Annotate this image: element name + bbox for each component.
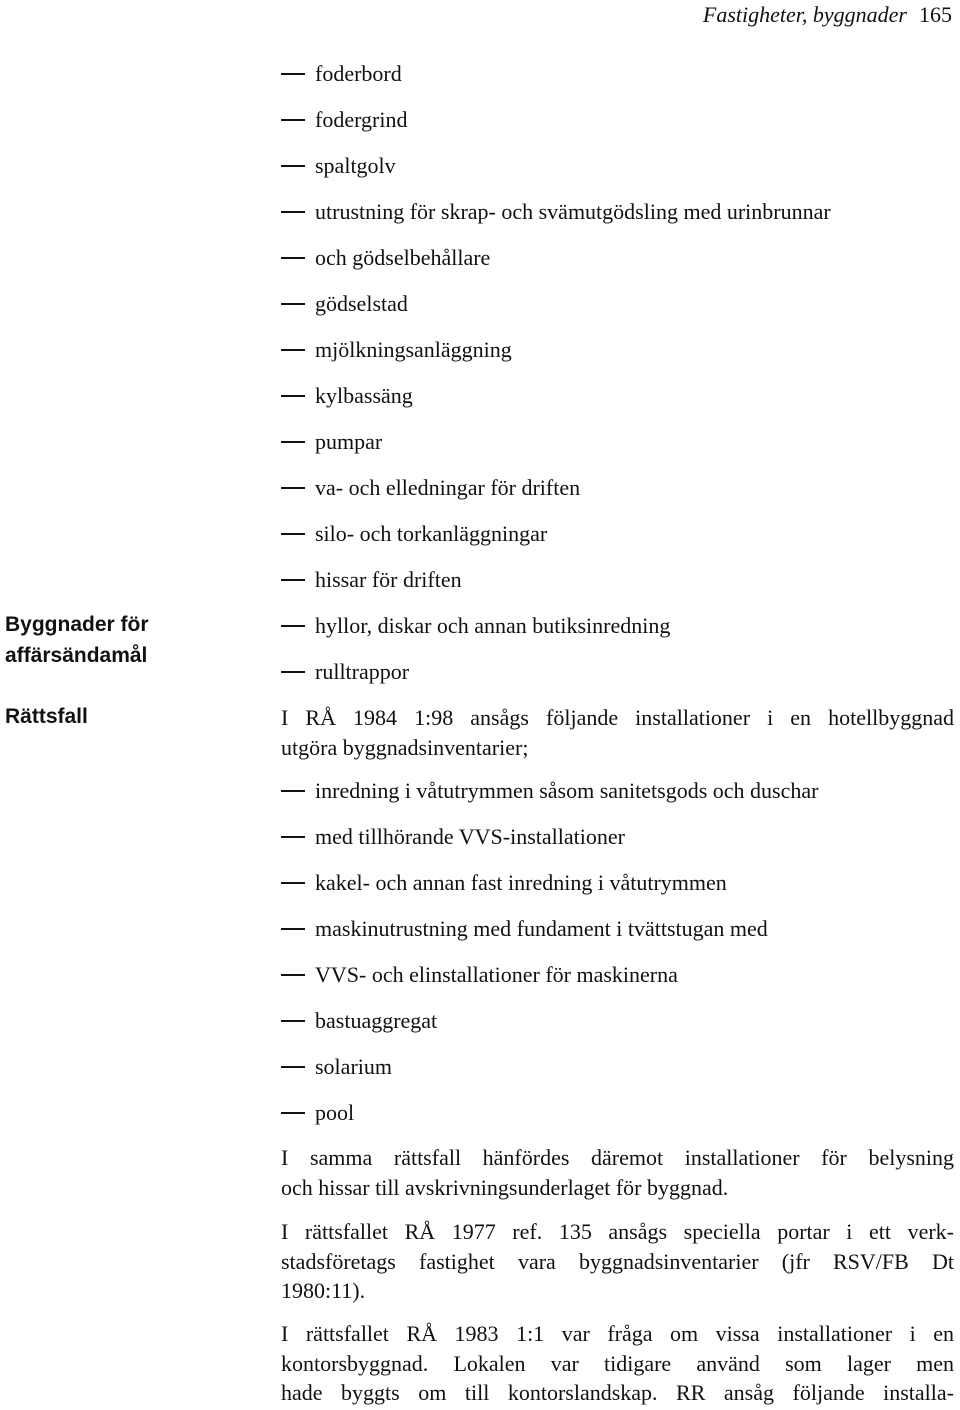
paragraph-ra-1977 bbox=[281, 1217, 954, 1306]
paragraph-hotel-case bbox=[281, 703, 954, 762]
list-item bbox=[281, 1052, 960, 1082]
list-item-text: kylbassäng bbox=[315, 383, 413, 408]
dash-bullet bbox=[281, 625, 305, 627]
list-item-text: och gödselbehållare bbox=[315, 245, 491, 270]
list-item bbox=[281, 565, 960, 595]
dash-bullet bbox=[281, 836, 305, 838]
paragraph-line: I samma rättsfall hänfördes däremot installationer för belysning bbox=[281, 1145, 954, 1170]
dash-bullet bbox=[281, 928, 305, 930]
dash-bullet bbox=[281, 165, 305, 167]
list-item-text: inredning i våtutrymmen såsom sanitetsgods och duschar bbox=[315, 778, 819, 803]
list-item bbox=[281, 151, 960, 181]
dash-bullet bbox=[281, 441, 305, 443]
list-item-text: bastuaggregat bbox=[315, 1008, 438, 1033]
list-item bbox=[281, 657, 960, 687]
paragraph-ra-1983 bbox=[281, 1319, 954, 1408]
list-item bbox=[281, 289, 960, 319]
header-title: Fastigheter, byggnader bbox=[702, 2, 907, 27]
dash-bullet bbox=[281, 395, 305, 397]
margin-note-buildings bbox=[5, 609, 149, 671]
list-item-text: kakel- och annan fast inredning i våtutrymmen bbox=[315, 870, 727, 895]
list-item bbox=[281, 59, 960, 89]
list-item-text: maskinutrustning med fundament i tvättstugan med bbox=[315, 916, 768, 941]
dash-bullet bbox=[281, 533, 305, 535]
dash-bullet bbox=[281, 73, 305, 75]
list-item bbox=[281, 381, 960, 411]
list-item-text: foderbord bbox=[315, 61, 402, 86]
list-item bbox=[281, 105, 960, 135]
list-item bbox=[281, 776, 960, 806]
list-item-text: rulltrappor bbox=[315, 659, 410, 684]
paragraph-line: I rättsfallet RÅ 1977 ref. 135 ansågs speciella portar i ett verk- bbox=[281, 1219, 954, 1244]
dash-bullet bbox=[281, 579, 305, 581]
list-item-text: solarium bbox=[315, 1054, 392, 1079]
list-item bbox=[281, 611, 960, 641]
dash-bullet bbox=[281, 882, 305, 884]
list-item-text: med tillhörande VVS-installationer bbox=[315, 824, 625, 849]
paragraph-line: stadsföretags fastighet vara byggnadsinventarier (jfr RSV/FB Dt bbox=[281, 1248, 954, 1274]
dash-bullet bbox=[281, 487, 305, 489]
margin-note-line: Byggnader för bbox=[5, 613, 149, 636]
paragraph-line: 1980:11). bbox=[281, 1278, 366, 1303]
paragraph-line: kontorsbyggnad. Lokalen var tidigare använd som lager men bbox=[281, 1350, 954, 1376]
list-item bbox=[281, 197, 960, 227]
dash-bullet bbox=[281, 1066, 305, 1068]
paragraph-line: och hissar till avskrivningsunderlaget för byggnad. bbox=[281, 1174, 729, 1200]
dash-bullet bbox=[281, 211, 305, 213]
list-item-text: hyllor, diskar och annan butiksinredning bbox=[315, 613, 671, 638]
list-item bbox=[281, 960, 960, 990]
dash-bullet bbox=[281, 974, 305, 976]
paragraph-excluded-installations bbox=[281, 1143, 954, 1202]
list-item-text: hissar för driften bbox=[315, 567, 462, 592]
paragraph-line: I RÅ 1984 1:98 ansågs följande installationer i en hotellbyggnad bbox=[281, 705, 954, 730]
page-number: 165 bbox=[919, 2, 952, 27]
paragraph-line: hade byggts om till kontorslandskap. RR ansåg följande installa- bbox=[281, 1380, 954, 1405]
list-item bbox=[281, 427, 960, 457]
list-item bbox=[281, 335, 960, 365]
dash-bullet bbox=[281, 1112, 305, 1114]
list-item-text: VVS- och elinstallationer för maskinerna bbox=[315, 962, 678, 987]
list-item-text: va- och elledningar för driften bbox=[315, 475, 581, 500]
list-item bbox=[281, 1006, 960, 1036]
list-item bbox=[281, 243, 960, 273]
list-item-text: spaltgolv bbox=[315, 153, 396, 178]
list-item-text: pumpar bbox=[315, 429, 383, 454]
list-item-text: gödselstad bbox=[315, 291, 408, 316]
list-item bbox=[281, 519, 960, 549]
list-item-text: mjölkningsanläggning bbox=[315, 337, 512, 362]
dash-bullet bbox=[281, 790, 305, 792]
running-header bbox=[703, 2, 952, 28]
list-item bbox=[281, 473, 960, 503]
list-item-text: silo- och torkanläggningar bbox=[315, 521, 548, 546]
dash-bullet bbox=[281, 303, 305, 305]
margin-note-line: Rättsfall bbox=[5, 705, 88, 728]
dash-bullet bbox=[281, 1020, 305, 1022]
list-item bbox=[281, 868, 960, 898]
list-item-text: utrustning för skrap- och svämutgödsling med urinbrunnar bbox=[315, 199, 831, 224]
dash-bullet bbox=[281, 671, 305, 673]
paragraph-line: utgöra byggnadsinventarier; bbox=[281, 734, 529, 760]
dash-bullet bbox=[281, 349, 305, 351]
dash-bullet bbox=[281, 257, 305, 259]
list-item bbox=[281, 822, 960, 852]
list-item bbox=[281, 914, 960, 944]
margin-note-line: affärsändamål bbox=[5, 644, 148, 667]
margin-note-case-law bbox=[5, 701, 88, 732]
dash-bullet bbox=[281, 119, 305, 121]
list-item-text: pool bbox=[315, 1100, 355, 1125]
list-item-text: fodergrind bbox=[315, 107, 408, 132]
paragraph-line: I rättsfallet RÅ 1983 1:1 var fråga om vissa installationer i en bbox=[281, 1321, 954, 1346]
list-item bbox=[281, 1098, 960, 1128]
